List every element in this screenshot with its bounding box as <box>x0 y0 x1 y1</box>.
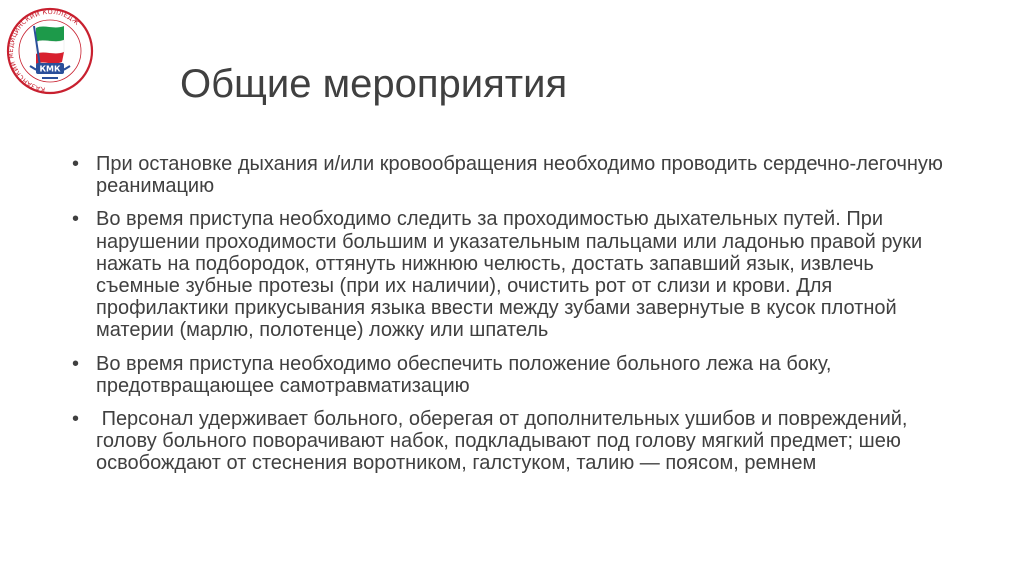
slide-title: Общие мероприятия <box>180 62 568 106</box>
college-logo-emblem-icon <box>6 6 94 98</box>
bullet-item <box>72 153 962 197</box>
bullet-dot-icon: • <box>72 352 80 375</box>
bullet-item <box>72 353 962 397</box>
bullet-dot-icon: • <box>72 153 80 175</box>
bullet-text: Персонал удерживает больного, оберегая от дополнительных ушибов и повреждений, голову больного поворачивают набок, подкладывают под голову мягкий предмет; шею освобождают от стеснения воротником, галстуком, талию — поясом, ремнем <box>96 408 914 475</box>
bullet-dot-icon: • <box>72 208 80 231</box>
svg-text:КМК: КМК <box>39 64 61 74</box>
college-logo <box>6 6 94 98</box>
svg-text:КАЗАНСКИЙ МЕДИЦИНСКИЙ КОЛЛЕДЖ: КАЗАНСКИЙ МЕДИЦИНСКИЙ КОЛЛЕДЖ <box>6 7 82 94</box>
bullet-item <box>72 408 962 475</box>
bullet-text: Во время приступа необходимо следить за проходимостью дыхательных путей. При нарушении проходимости большим и указательным пальцами или ладонью правой руки нажать на подбородок, оттянуть нижнюю челюсть, достать запавший язык, извлечь съемные зубные протезы (при их наличии), очистить рот от слизи и крови. Для профилактики прикусывания языка ввести между зубами завернутые в кусок плотной материи (марлю, полотенце) ложку или шпатель <box>96 208 923 342</box>
bullet-dot-icon: • <box>72 408 80 431</box>
bullet-text: Во время приступа необходимо обеспечить положение больного лежа на боку, предотвращающее самотравматизацию <box>96 352 832 397</box>
bullet-item <box>72 208 962 341</box>
bullet-list <box>72 153 962 486</box>
bullet-text: При остановке дыхания и/или кровообращения необходимо проводить сердечно-легочную реанимацию <box>96 153 943 198</box>
